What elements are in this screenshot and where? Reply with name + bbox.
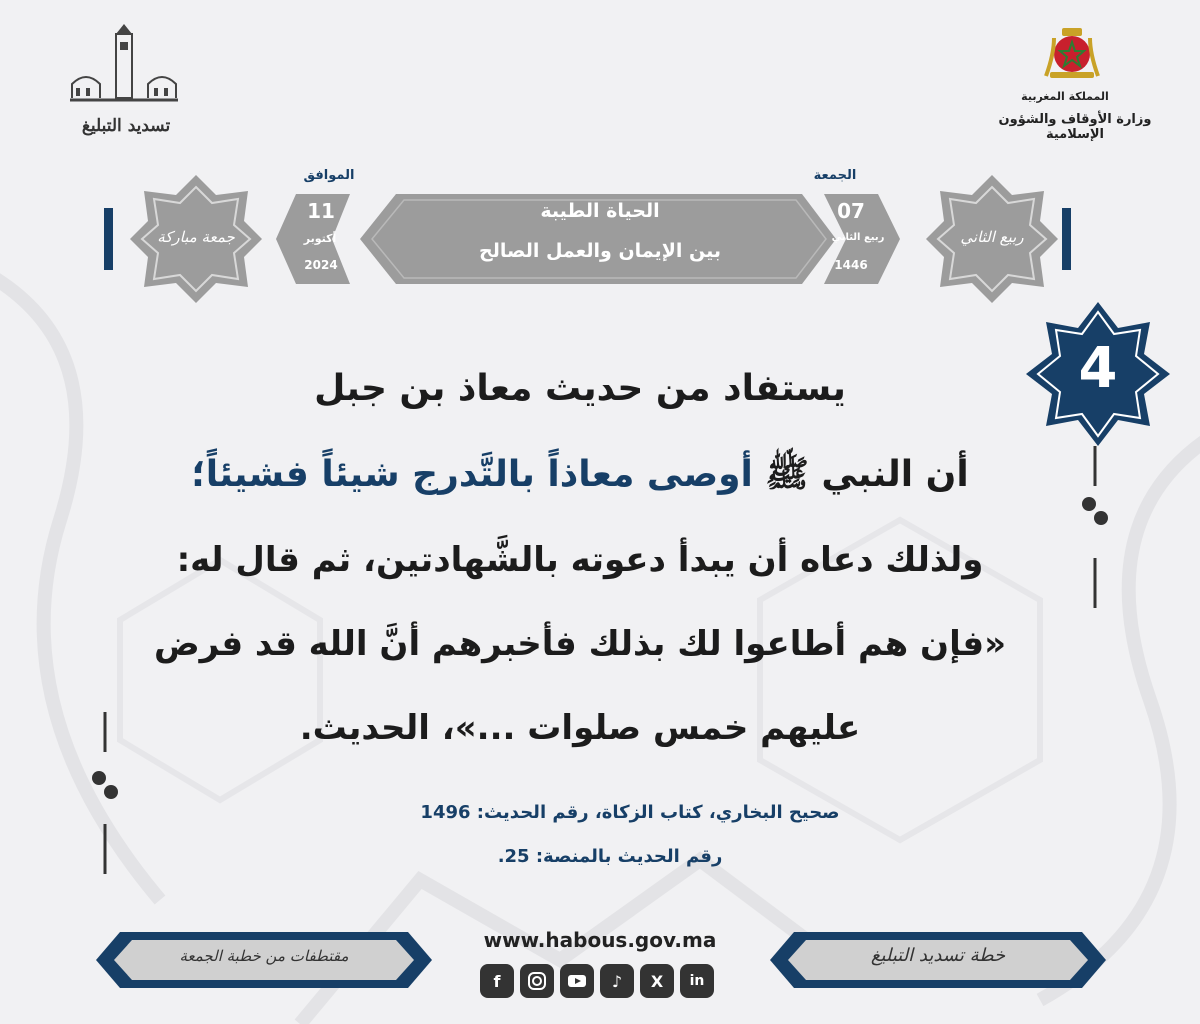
- ministry-logo: [1040, 24, 1104, 80]
- content-line-5: عليهم خمس صلوات ...»، الحديث.: [299, 708, 861, 748]
- content-line-2: [140, 452, 1020, 504]
- hijri-day: 07: [837, 199, 865, 223]
- coat-of-arms-icon: [1040, 24, 1104, 80]
- content-line-2-part2: أوصى معاذاً بالتَّدرج شيئاً فشيئاً؛: [191, 454, 753, 495]
- linkedin-icon[interactable]: in: [680, 964, 714, 998]
- sermon-title-line2: بين الإيمان والعمل الصالح: [479, 240, 721, 262]
- gregorian-day: 11: [307, 199, 335, 223]
- ministry-kingdom-text: المملكة المغربية: [1021, 90, 1109, 103]
- program-logo-text: تسديد التبليغ: [81, 116, 171, 136]
- facebook-icon[interactable]: f: [480, 964, 514, 998]
- left-ornament: [90, 712, 120, 876]
- item-number: 4: [1078, 336, 1118, 401]
- footer-right-banner-text: خطة تسديد التبليغ: [870, 945, 1006, 966]
- program-logo: [66, 24, 186, 114]
- day-label: الجمعة: [813, 168, 857, 183]
- website-link[interactable]: www.habous.gov.ma: [483, 928, 717, 952]
- youtube-icon[interactable]: [560, 964, 594, 998]
- right-badge-text: ربيع الثاني: [960, 228, 1024, 246]
- gregorian-label: الموافق: [303, 168, 355, 183]
- content-line-1: يستفاد من حديث معاذ بن جبل: [314, 368, 846, 409]
- content-line-4: «فإن هم أطاعوا لك بذلك فأخبرهم أنَّ الله قد فرض: [153, 624, 1007, 664]
- mosque-icon: [66, 24, 186, 114]
- ministry-name: وزارة الأوقاف والشؤون الإسلامية: [998, 112, 1152, 142]
- x-icon[interactable]: X: [640, 964, 674, 998]
- footer-left-banner-text: مقتطفات من خطبة الجمعة: [179, 947, 349, 965]
- reference-source: صحيح البخاري، كتاب الزكاة، رقم الحديث: 1496: [420, 802, 840, 823]
- tiktok-icon[interactable]: ♪: [600, 964, 634, 998]
- content-line-3: ولذلك دعاه أن يبدأ دعوته بالشَّهادتين، ثم قال له:: [176, 540, 984, 580]
- right-ornament: [1080, 446, 1110, 610]
- hijri-year: 1446: [834, 258, 868, 272]
- gregorian-year: 2024: [304, 258, 338, 272]
- left-badge-text: جمعة مباركة: [157, 228, 235, 246]
- instagram-icon[interactable]: [520, 964, 554, 998]
- reference-platform-number: رقم الحديث بالمنصة: 25.: [497, 846, 723, 867]
- content-line-2-part1: أن النبي ﷺ: [765, 454, 969, 495]
- sermon-title-line1: الحياة الطيبة: [540, 200, 660, 222]
- gregorian-month: أكتوبر: [303, 232, 337, 245]
- hijri-month: ربيع الثاني: [831, 232, 885, 243]
